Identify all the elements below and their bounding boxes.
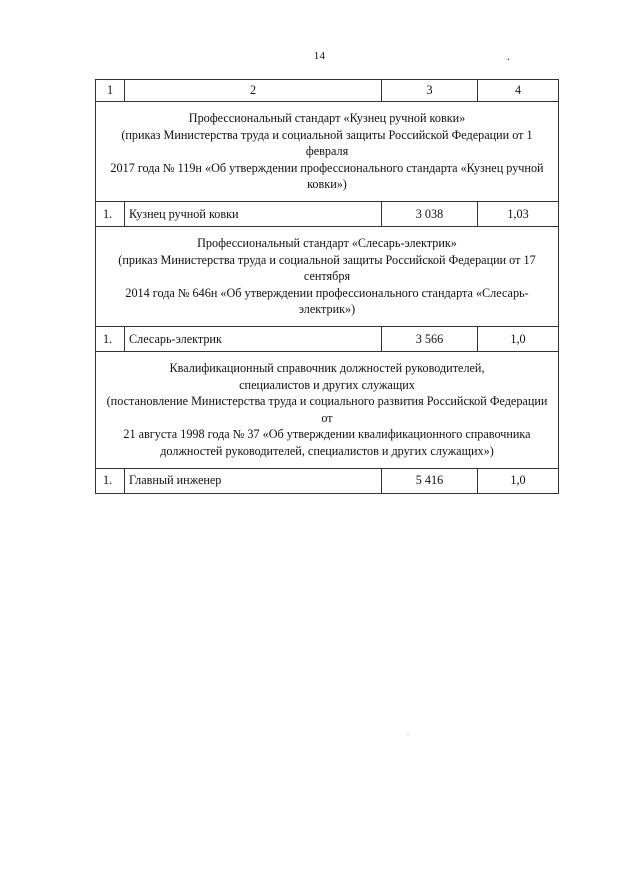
- coefficient-value: 1,03: [478, 201, 559, 226]
- scan-speck: [407, 733, 409, 735]
- salary-value: 3 038: [382, 201, 478, 226]
- header-cell-2: 2: [125, 80, 382, 102]
- section-title-row: [96, 226, 559, 326]
- page-number: 14: [313, 50, 326, 62]
- section-title-line: 2014 года № 646н «Об утверждении профессионального стандарта «Слесарь-электрик»): [125, 285, 529, 317]
- salary-value: 5 416: [382, 468, 478, 493]
- position-name: Кузнец ручной ковки: [125, 201, 382, 226]
- coefficient-value: 1,0: [478, 326, 559, 351]
- section-title-line: (приказ Министерства труда и социальной защиты Российской Федерации от 1 февраля: [121, 127, 533, 159]
- section-title-blacksmith: [96, 102, 559, 202]
- section-title-line: (приказ Министерства труда и социальной защиты Российской Федерации от 17 сентября: [118, 252, 536, 284]
- section-title-line: ковки»): [307, 177, 347, 192]
- section-title-line: Профессиональный стандарт «Слесарь-электрик»: [197, 235, 457, 250]
- salary-value: 3 566: [382, 326, 478, 351]
- section-title-line: Квалификационный справочник должностей руководителей,: [169, 360, 485, 375]
- header-cell-4: 4: [478, 80, 559, 102]
- header-cell-1: 1: [96, 80, 125, 102]
- section-title-row: [96, 351, 559, 468]
- section-title-line: (постановление Министерства труда и социального развития Российской Федерации от: [106, 394, 548, 425]
- section-title-qualification-handbook: [96, 351, 559, 468]
- header-cell-3: 3: [382, 80, 478, 102]
- table-row: [96, 201, 559, 226]
- section-title-electrician: [96, 226, 559, 326]
- row-number: 1.: [96, 468, 125, 493]
- page-corner-mark: .: [507, 51, 510, 63]
- table-header-row: [96, 80, 559, 102]
- row-number: 1.: [96, 201, 125, 226]
- section-title-line: 21 августа 1998 года № 37 «Об утверждении квалификационного справочника: [123, 427, 531, 442]
- section-title-line: 2017 года № 119н «Об утверждении профессионального стандарта «Кузнец ручной: [110, 160, 544, 175]
- coefficient-value: 1,0: [478, 468, 559, 493]
- section-title-row: [96, 102, 559, 202]
- table-row: [96, 468, 559, 493]
- row-number: 1.: [96, 326, 125, 351]
- section-title-line: специалистов и других служащих: [239, 377, 415, 392]
- position-name: Слесарь-электрик: [125, 326, 382, 351]
- position-name: Главный инженер: [125, 468, 382, 493]
- section-title-line: Профессиональный стандарт «Кузнец ручной ковки»: [188, 111, 466, 125]
- salary-table: [95, 79, 559, 494]
- table-row: [96, 326, 559, 351]
- section-title-line: должностей руководителей, специалистов и других служащих»): [160, 443, 494, 458]
